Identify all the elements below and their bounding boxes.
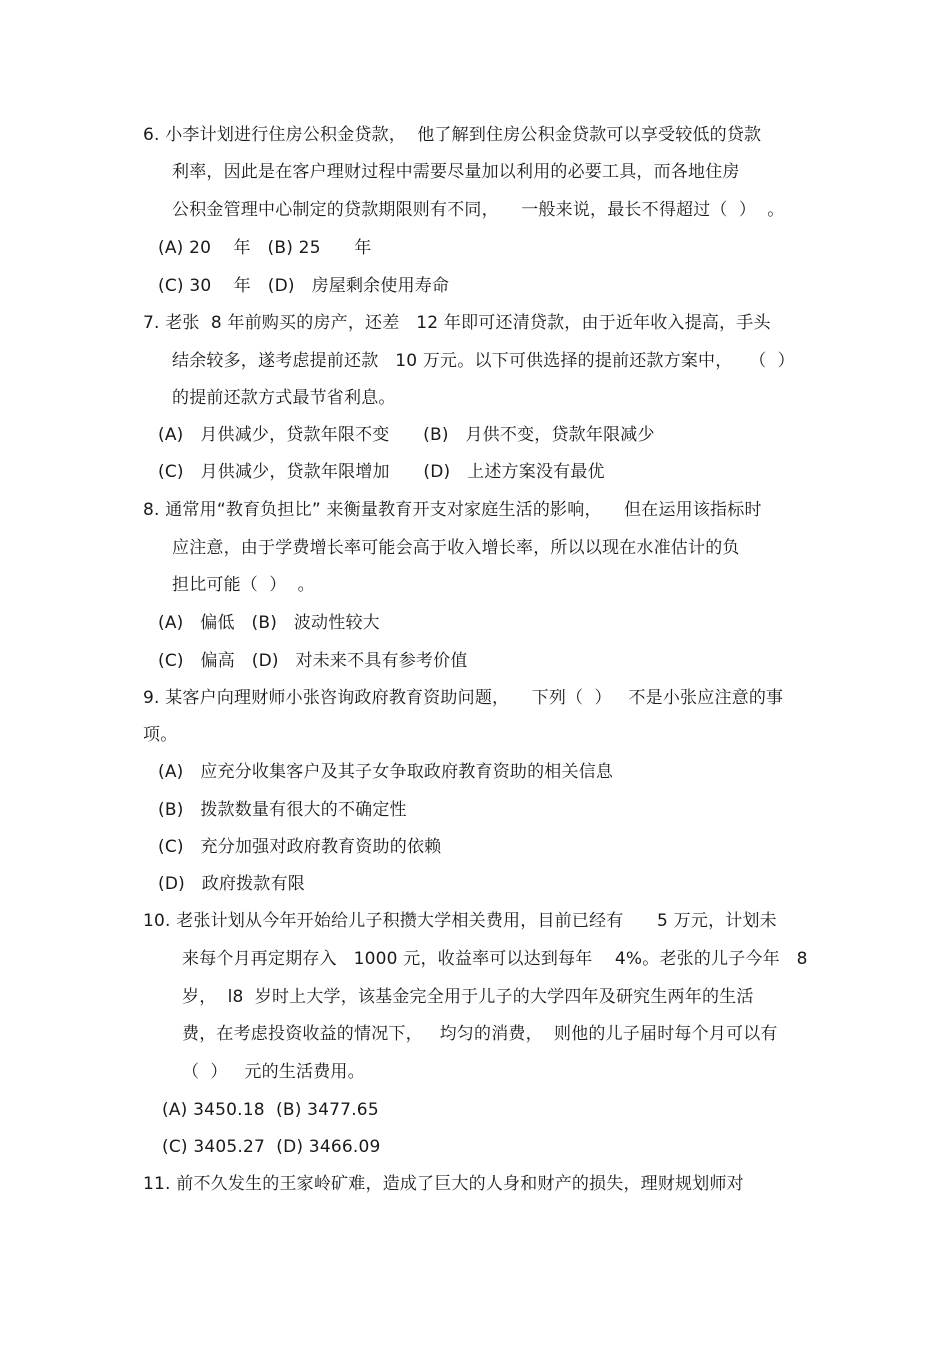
q10-line-5: （ ） 元的生活费用。 <box>182 1062 365 1082</box>
q6-option-2: (C) 30 年 (D) 房屋剩余使用寿命 <box>158 276 450 296</box>
q10-line-2: 来每个月再定期存入 1000 元，收益率可以达到每年 4%。老张的儿子今年 8 <box>182 949 808 969</box>
q6-line-1: 6. 小李计划进行住房公积金贷款， 他了解到住房公积金贷款可以享受较低的贷款 <box>143 125 762 145</box>
q10-option-2: (C) 3405.27 (D) 3466.09 <box>162 1137 381 1157</box>
q9-option-3: (C) 充分加强对政府教育资助的依赖 <box>158 837 442 857</box>
q7-line-3: 的提前还款方式最节省利息。 <box>172 388 396 408</box>
q8-line-1: 8. 通常用“教育负担比” 来衡量教育开支对家庭生活的影响， 但在运用该指标时 <box>143 500 762 520</box>
q9-line-1: 9. 某客户向理财师小张咨询政府教育资助问题， 下列（ ） 不是小张应注意的事 <box>143 688 784 708</box>
q9-option-1: (A) 应充分收集客户及其子女争取政府教育资助的相关信息 <box>158 762 614 782</box>
q9-option-2: (B) 拨款数量有很大的不确定性 <box>158 800 407 820</box>
q7-line-1: 7. 老张 8 年前购买的房产，还差 12 年即可还清贷款，由于近年收入提高，手头 <box>143 313 771 333</box>
q8-line-2: 应注意，由于学费增长率可能会高于收入增长率，所以以现在水准估计的负 <box>172 538 740 558</box>
q8-option-2: (C) 偏高 (D) 对未来不具有参考价值 <box>158 651 468 671</box>
q9-option-4: (D) 政府拨款有限 <box>158 874 305 894</box>
q6-option-1: (A) 20 年 (B) 25 年 <box>158 238 372 258</box>
q11-line-1: 11. 前不久发生的王家岭矿难，造成了巨大的人身和财产的损失，理财规划师对 <box>143 1174 744 1194</box>
q7-option-1: (A) 月供减少，贷款年限不变 (B) 月供不变，贷款年限减少 <box>158 425 655 445</box>
q10-line-4: 费，在考虑投资收益的情况下， 均匀的消费， 则他的儿子届时每个月可以有 <box>182 1024 778 1044</box>
q7-line-2: 结余较多，遂考虑提前还款 10 万元。以下可供选择的提前还款方案中， （ ） <box>172 351 795 371</box>
q10-line-1: 10. 老张计划从今年开始给儿子积攒大学相关费用，目前已经有 5 万元，计划未 <box>143 911 777 931</box>
q8-line-3: 担比可能（ ） 。 <box>172 575 315 595</box>
q6-line-2: 利率，因此是在客户理财过程中需要尽量加以利用的必要工具，而各地住房 <box>172 162 740 182</box>
q6-line-3: 公积金管理中心制定的贷款期限则有不同， 一般来说，最长不得超过（ ） 。 <box>172 200 785 220</box>
q7-option-2: (C) 月供减少，贷款年限增加 (D) 上述方案没有最优 <box>158 462 605 482</box>
q8-option-1: (A) 偏低 (B) 波动性较大 <box>158 613 380 633</box>
q10-option-1: (A) 3450.18 (B) 3477.65 <box>162 1100 379 1120</box>
q9-line-2: 项。 <box>143 725 178 745</box>
q10-line-3: 岁， l8 岁时上大学，该基金完全用于儿子的大学四年及研究生两年的生活 <box>182 987 754 1007</box>
